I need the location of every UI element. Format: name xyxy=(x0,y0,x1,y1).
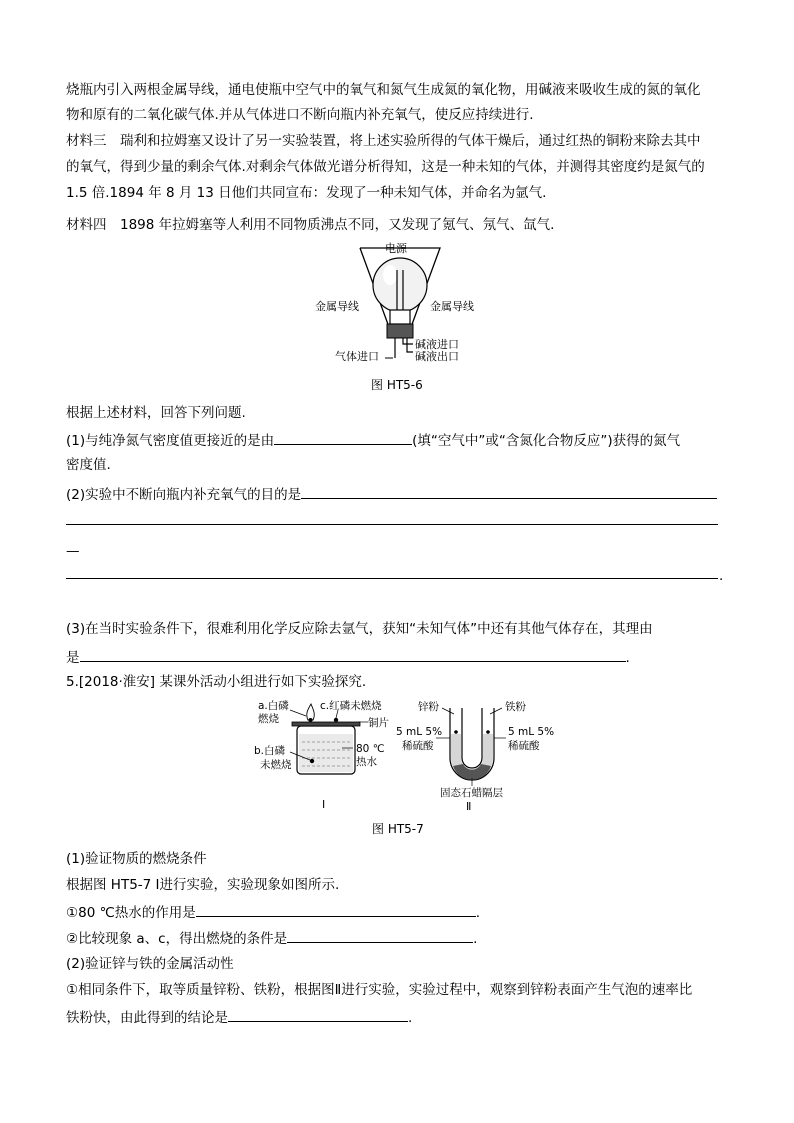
q4-q1-text-b: (填“空气中”或“含氮化合物反应”)获得的氮气 xyxy=(412,433,681,449)
q4-q3-text-b: 是 xyxy=(66,650,80,666)
q5-s1-intro: 根据图 HT5-7 Ⅰ进行实验，实验现象如图所示. xyxy=(66,877,340,893)
q4-q2-period: . xyxy=(719,568,724,584)
q5-s2-line1: ①相同条件下，取等质量锌粉、铁粉，根据图Ⅱ进行实验，实验过程中，观察到锌粉表面产生气泡的速率比 xyxy=(66,982,693,998)
material3-line1: 材料三 瑞利和拉姆塞又设计了另一实验装置，将上述实验所得的气体干燥后，通过红热的铜粉来除去其中 xyxy=(66,133,701,149)
zinc-powder-label: 锌粉 xyxy=(418,701,439,713)
figure-ht5-6 xyxy=(315,240,485,368)
white-p-underwater-label-1: b.白磷 xyxy=(254,745,286,757)
material2-line1: 烧瓶内引入两根金属导线，通电使瓶中空气中的氧气和氮气生成氮的氧化物，用碱液来吸收生成的氮的氧化 xyxy=(66,82,701,98)
q4-q1-line2: 密度值. xyxy=(66,457,111,473)
acid-left-label-1: 5 mL 5% xyxy=(396,726,443,738)
q4-intro: 根据上述材料，回答下列问题. xyxy=(66,405,246,421)
apparatus-i-label: Ⅰ xyxy=(322,798,326,811)
q5-s1-q1-text: ①80 ℃热水的作用是 xyxy=(66,905,196,921)
q5-s2-title: (2)验证锌与铁的金属活动性 xyxy=(66,956,234,972)
white-p-burning-label-2: 燃烧 xyxy=(258,713,279,725)
wire-label-right: 金属导线 xyxy=(430,300,474,313)
wax-layer-label: 固态石蜡隔层 xyxy=(440,787,503,799)
q5-s1-q1-end: . xyxy=(475,905,481,921)
figure-ht5-7 xyxy=(250,698,560,816)
red-p-label: c.红磷未燃烧 xyxy=(320,700,382,712)
q5-s1-q2 xyxy=(66,927,477,949)
material4-line: 材料四 1898 年拉姆塞等人利用不同物质沸点不同，又发现了氪气、氖气、氙气. xyxy=(66,217,555,233)
wire-label-left: 金属导线 xyxy=(315,300,359,313)
q4-q2-answer-blank-1[interactable] xyxy=(301,483,717,499)
q5-s2-line2 xyxy=(66,1006,412,1028)
q5-title: 5.[2018·淮安] 某课外活动小组进行如下实验探究. xyxy=(66,674,367,690)
iron-powder-label: 铁粉 xyxy=(505,701,526,713)
alkali-out-label: 碱液出口 xyxy=(415,350,459,363)
temperature-label: 80 ℃ xyxy=(356,743,385,755)
white-p-burning-label-1: a.白磷 xyxy=(258,700,289,712)
q5-s2-answer-blank[interactable] xyxy=(228,1006,408,1022)
q4-q3-line2 xyxy=(66,646,630,668)
q5-s2-end: . xyxy=(408,1010,413,1026)
acid-left-label-2: 稀硫酸 xyxy=(402,740,434,752)
q5-s1-q1 xyxy=(66,901,480,923)
figure-ht5-7-caption: 图 HT5-7 xyxy=(372,822,424,836)
material3-line2: 的氧气，得到少量的剩余气体.对剩余气体做光谱分析得知，这是一种未知的气体，并测得其密度约是氮气的 xyxy=(66,159,705,175)
q5-s1-q2-answer-blank[interactable] xyxy=(287,927,473,943)
acid-right-label-1: 5 mL 5% xyxy=(508,726,555,738)
q4-q2-dash: — xyxy=(66,543,80,559)
gas-in-label: 气体进口 xyxy=(335,350,379,363)
q5-s2-line2-text: 铁粉快，由此得到的结论是 xyxy=(66,1010,228,1026)
white-p-underwater-label-2: 未燃烧 xyxy=(260,759,292,771)
copper-plate-label: 铜片 xyxy=(368,717,389,729)
q4-q1-line1 xyxy=(66,429,680,451)
acid-right-label-2: 稀硫酸 xyxy=(508,740,540,752)
hot-water-label: 热水 xyxy=(356,756,377,768)
q4-q2-text: (2)实验中不断向瓶内补充氧气的目的是 xyxy=(66,487,302,503)
q5-s1-q2-text: ②比较现象 a、c，得出燃烧的条件是 xyxy=(66,931,288,947)
q4-q2-line xyxy=(66,483,717,505)
q4-q3-end: . xyxy=(625,650,630,666)
q5-s1-q1-answer-blank[interactable] xyxy=(196,901,476,917)
q4-q3-answer-blank[interactable] xyxy=(80,646,626,662)
q4-q1-answer-blank[interactable] xyxy=(274,429,412,445)
q4-q1-text-a: (1)与纯净氮气密度值更接近的是由 xyxy=(66,433,275,449)
alkali-in-label: 碱液进口 xyxy=(415,338,459,351)
q4-q2-answer-blank-3[interactable] xyxy=(66,578,718,579)
power-label: 电源 xyxy=(385,242,407,255)
material2-line2: 物和原有的二氧化碳气体.并从气体进口不断向瓶内补充氧气，使反应持续进行. xyxy=(66,107,534,123)
q4-q2-answer-blank-2[interactable] xyxy=(66,524,718,525)
q5-s1-title: (1)验证物质的燃烧条件 xyxy=(66,851,207,867)
q4-q3-line1: (3)在当时实验条件下，很难利用化学反应除去氩气，获知“未知气体”中还有其他气体存在，其理由 xyxy=(66,621,653,637)
material3-line3: 1.5 倍.1894 年 8 月 13 日他们共同宣布：发现了一种未知气体，并命名为氩气. xyxy=(66,185,547,201)
figure-ht5-6-caption: 图 HT5-6 xyxy=(371,378,423,392)
apparatus-ii-label: Ⅱ xyxy=(466,800,472,813)
q5-s1-q2-end: . xyxy=(473,931,478,947)
